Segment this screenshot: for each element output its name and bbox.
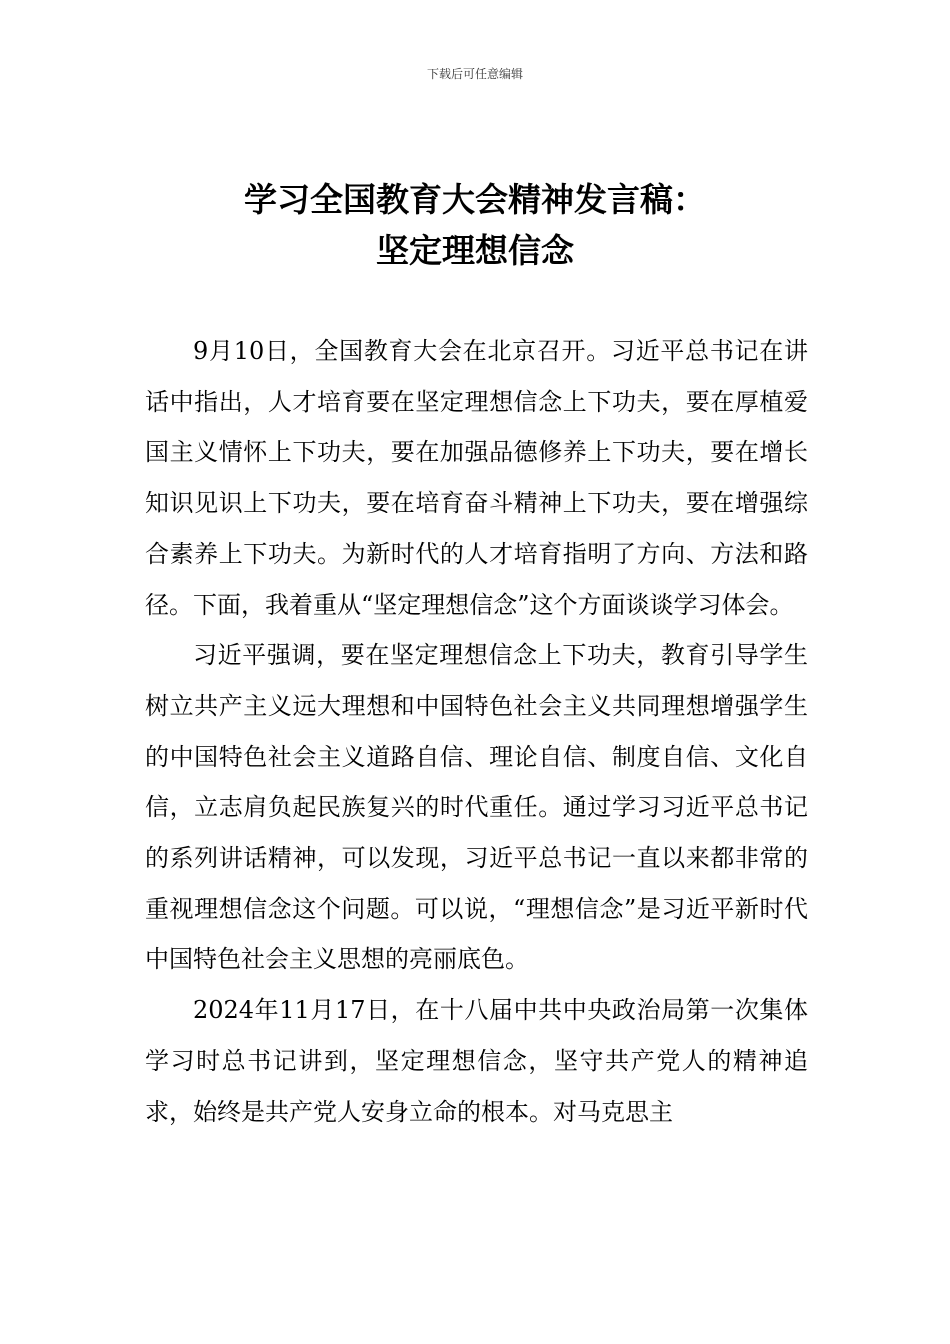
header-note: 下载后可任意编辑: [426, 67, 523, 81]
paragraph-2: 习近平强调，要在坚定理想信念上下功夫，教育引导学生树立共产主义远大理想和中国特色社会主义共同理想增强学生的中国特色社会主义道路自信、理论自信、制度自信、文化自信，立志肩负起民族复兴的时代重任。通过学习习近平总书记的系列讲话精神，可以发现，习近平总书记一直以来都非常的重视理想信念这个问题。可以说，“理想信念”是习近平新时代中国特色社会主义思想的亮丽底色。: [145, 641, 808, 974]
title-line-2: 坚定理想信念: [376, 231, 574, 270]
document-body: [145, 326, 808, 1137]
paragraph-3: 2024年11月17日，在十八届中共中央政治局第一次集体学习时总书记讲到，坚定理想信念，坚守共产党人的精神追求，始终是共产党人安身立命的根本。对马克思主: [145, 996, 808, 1126]
paragraph-1: 9月10日，全国教育大会在北京召开。习近平总书记在讲话中指出，人才培育要在坚定理想信念上下功夫，要在厚植爱国主义情怀上下功夫，要在加强品德修养上下功夫，要在增长知识见识上下功夫，要在培育奋斗精神上下功夫，要在增强综合素养上下功夫。为新时代的人才培育指明了方向、方法和路径。下面，我着重从“坚定理想信念”这个方面谈谈学习体会。: [145, 337, 808, 619]
title-line-1: 学习全国教育大会精神发言稿：: [244, 180, 706, 219]
document-title: [100, 174, 850, 276]
